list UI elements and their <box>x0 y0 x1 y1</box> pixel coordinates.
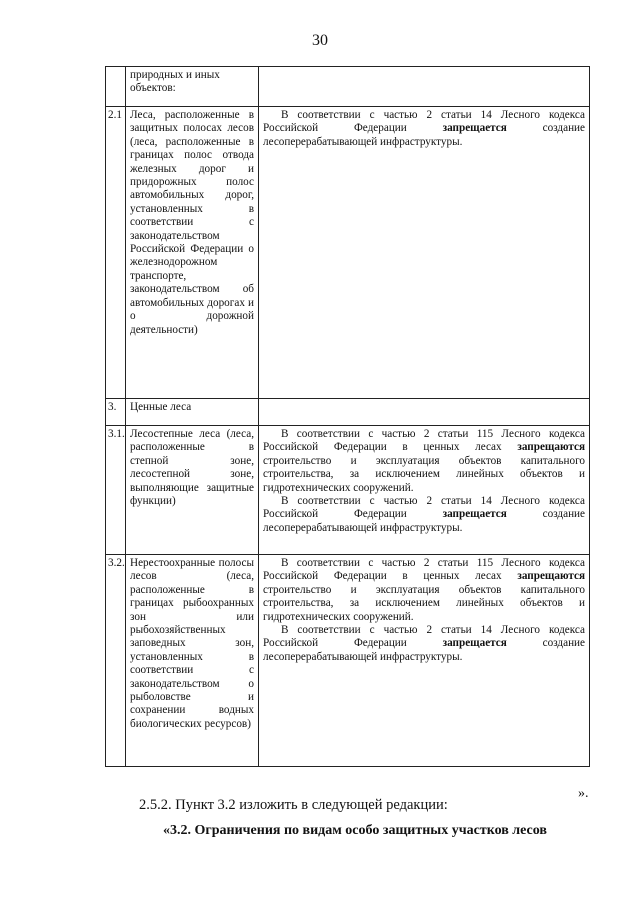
page-number: 30 <box>312 32 328 49</box>
row-description <box>259 555 590 767</box>
row-name: Леса, расположенные в защитных полосах лесов (леса, расположенные в границах полос отвода железных дорог и придорожных полос автомобильных дорог, установленных в соответствии с законодательством Российской Федерации о железнодорожном транспорте, законодательством об автомобильных дорогах и о дорожной деятельности) <box>126 107 259 399</box>
description-paragraph: В соответствии с частью 2 статьи 14 Лесного кодекса Российской Федерации запрещается создание лесоперерабатывающей инфраструктуры. <box>263 624 586 663</box>
row-description <box>259 399 590 426</box>
closing-quote: ». <box>578 786 589 801</box>
prohibition-keyword: запрещается <box>442 508 507 521</box>
description-paragraph: В соответствии с частью 2 статьи 14 Лесного кодекса Российской Федерации запрещается создание лесоперерабатывающей инфраструктуры. <box>263 495 586 534</box>
amendment-item: 2.5.2. Пункт 3.2 изложить в следующей редакции: <box>139 797 448 813</box>
row-description <box>259 67 590 107</box>
row-description <box>259 107 590 399</box>
row-description <box>259 426 590 555</box>
table-row <box>106 399 590 426</box>
prohibition-keyword: запрещаются <box>517 570 585 583</box>
row-name: Нерестоохранные полосы лесов (леса, расположенные в границах рыбоохранных зон или рыбохозяйственных заповедных зон, установленных в соответствии с законодательством о рыболовстве и сохранении водных биологических ресурсов) <box>126 555 259 767</box>
table-row <box>106 555 590 767</box>
row-number: 3. <box>106 399 126 426</box>
restrictions-table <box>105 66 590 767</box>
description-paragraph: В соответствии с частью 2 статьи 115 Лесного кодекса Российской Федерации в ценных лесах запрещаются строительство и эксплуатация объектов капитального строительства, за исключением линейных объектов и гидротехнических сооружений. <box>263 557 585 623</box>
description-paragraph: В соответствии с частью 2 статьи 14 Лесного кодекса Российской Федерации запрещается создание лесоперерабатывающей инфраструктуры. <box>263 109 586 148</box>
row-name: Лесостепные леса (леса, расположенные в степной зоне, лесостепной зоне, выполняющие защитные функции) <box>126 426 259 555</box>
row-number <box>106 67 126 107</box>
prohibition-keyword: запрещается <box>442 122 507 135</box>
prohibition-keyword: запрещаются <box>517 441 585 454</box>
section-heading: «3.2. Ограничения по видам особо защитных участков лесов <box>163 823 547 838</box>
row-name: Ценные леса <box>126 399 259 426</box>
table-row <box>106 426 590 555</box>
table-row <box>106 67 590 107</box>
row-number: 3.1. <box>106 426 126 555</box>
row-number: 3.2. <box>106 555 126 767</box>
row-number: 2.1 <box>106 107 126 399</box>
description-paragraph: В соответствии с частью 2 статьи 115 Лесного кодекса Российской Федерации в ценных лесах запрещаются строительство и эксплуатация объектов капитального строительства, за исключением линейных объектов и гидротехнических сооружений. <box>263 428 585 494</box>
table-row <box>106 107 590 399</box>
row-name: природных и иных объектов: <box>126 67 259 107</box>
prohibition-keyword: запрещается <box>442 637 507 650</box>
